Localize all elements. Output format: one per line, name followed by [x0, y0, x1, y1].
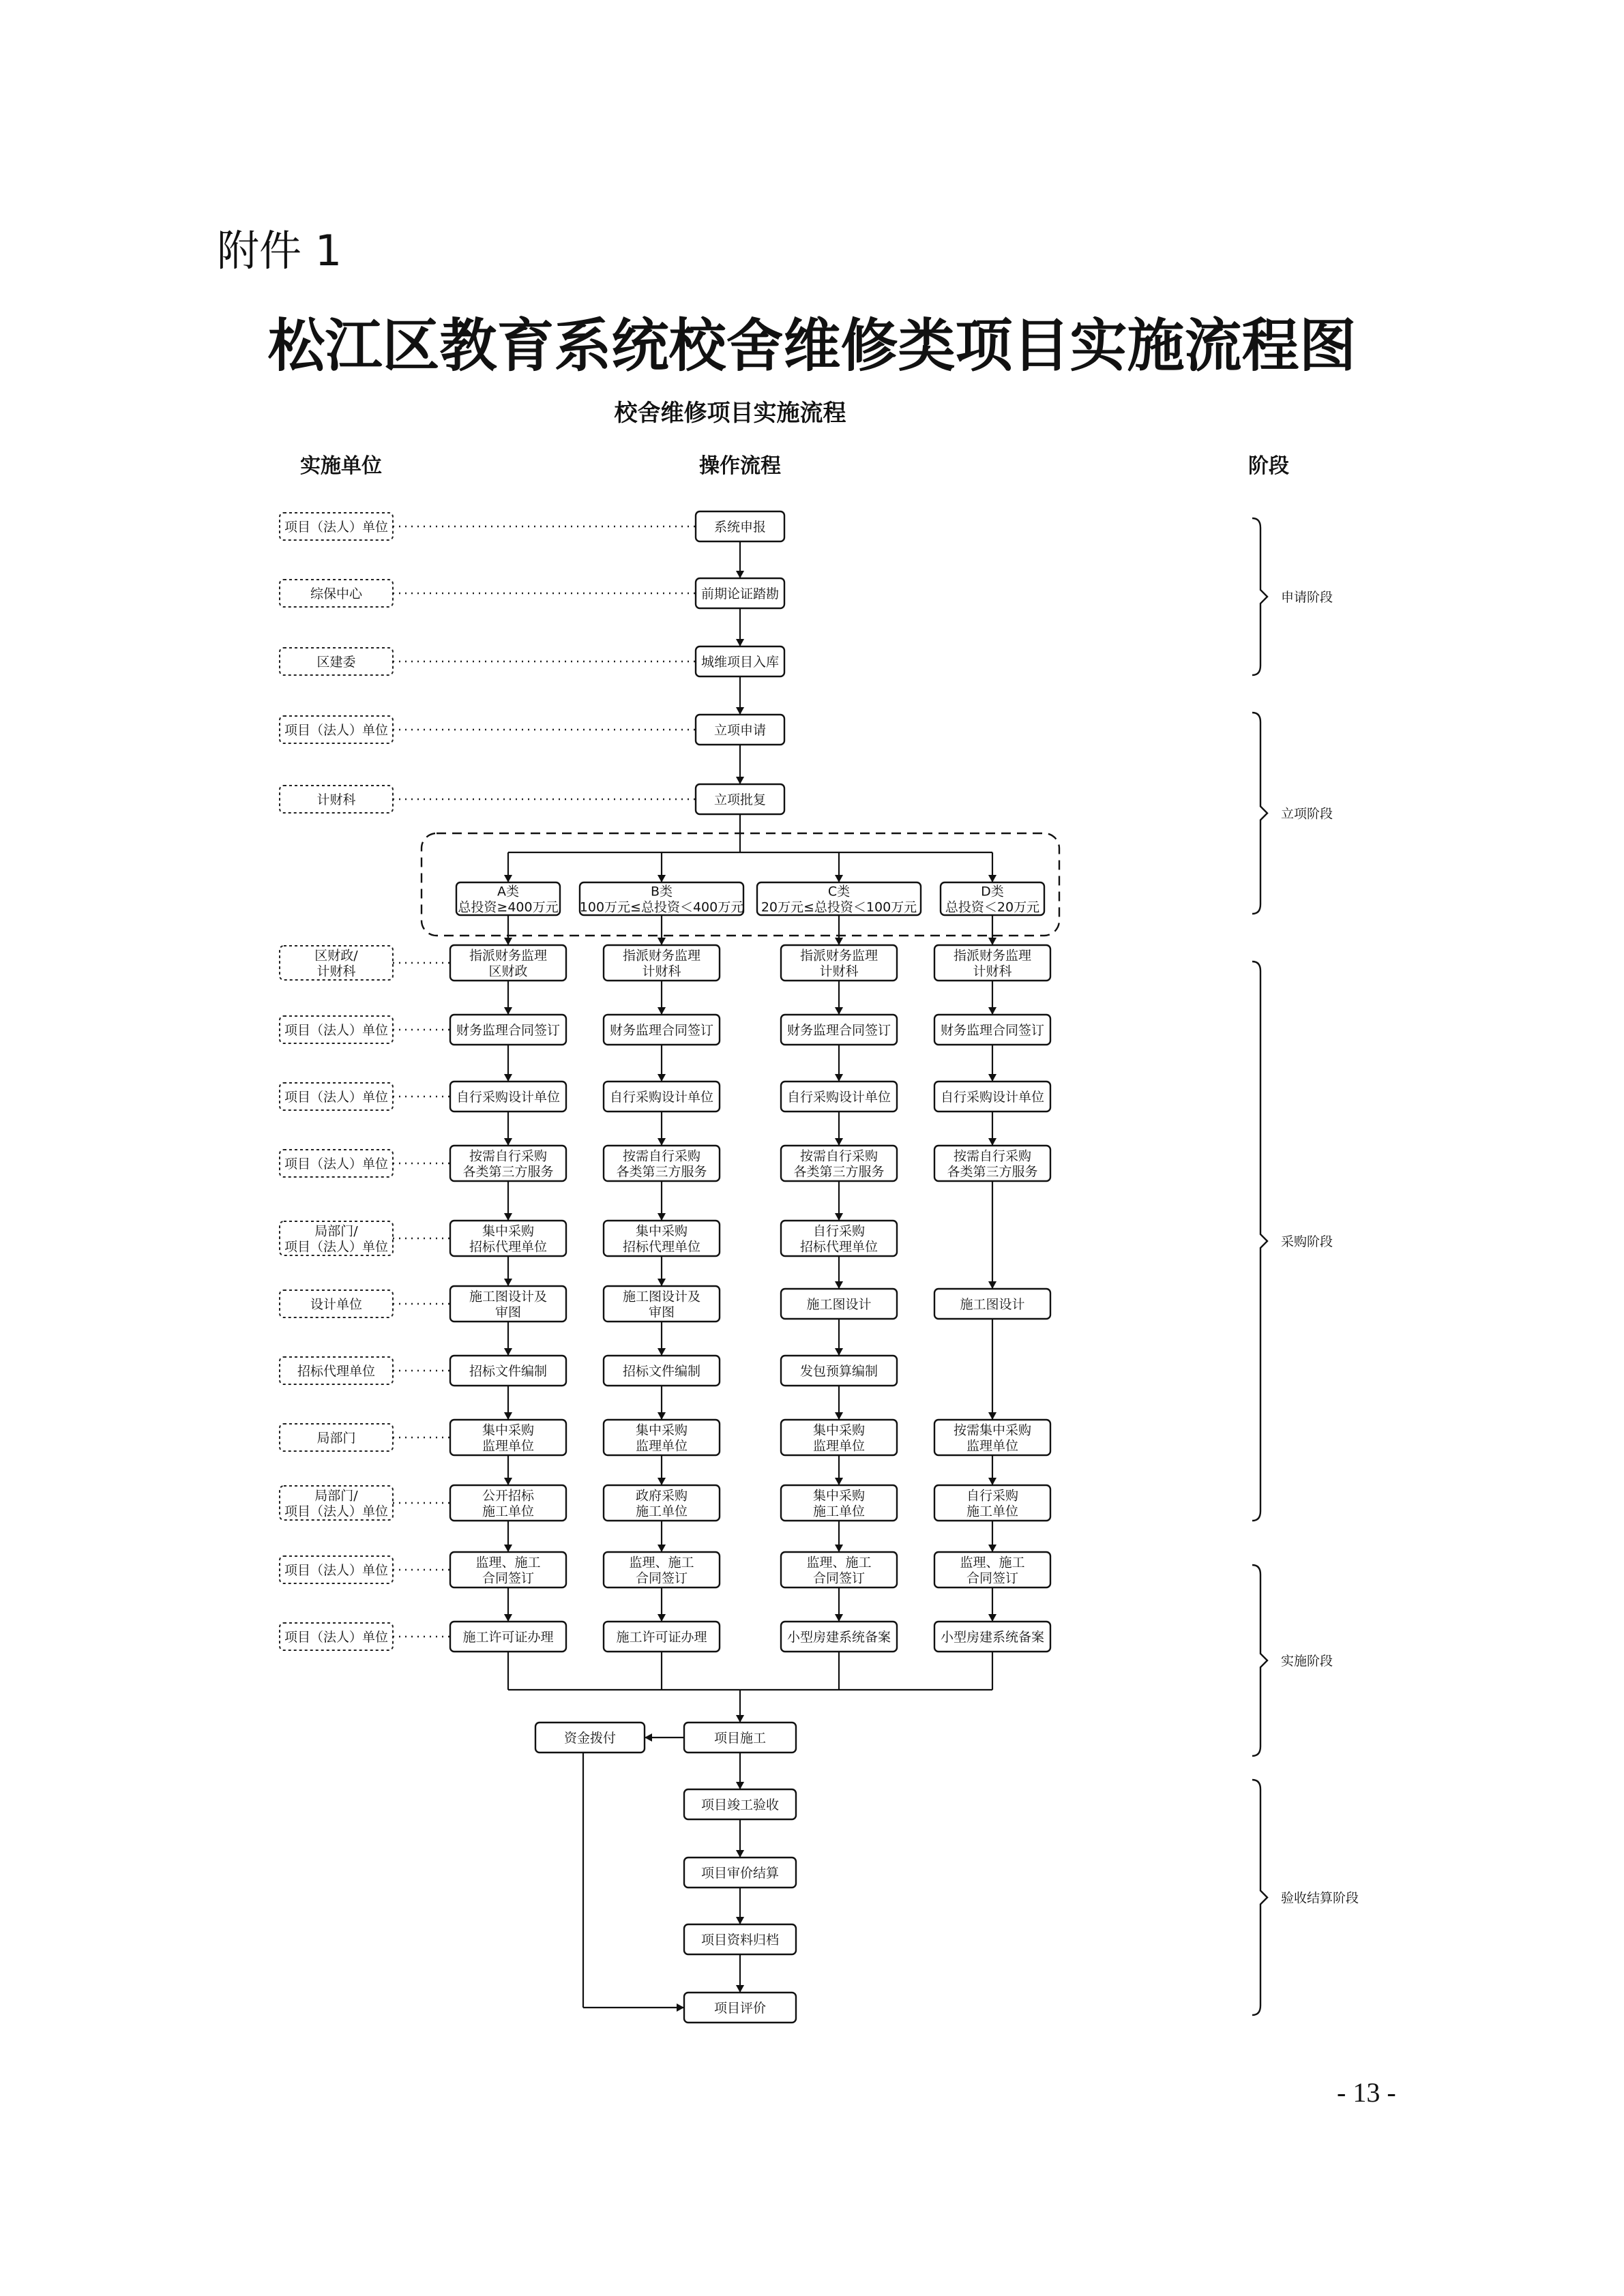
arrow-head — [736, 777, 744, 784]
arrow-head — [504, 1007, 512, 1015]
stage-label: 申请阶段 — [1281, 590, 1333, 605]
branch-step-text: 按需自行采购 — [953, 1148, 1032, 1164]
arrow-head — [835, 875, 843, 882]
branch-step-text: 集中采购 — [812, 1488, 866, 1504]
stage-label: 验收结算阶段 — [1281, 1890, 1359, 1906]
arrow-head — [835, 1007, 843, 1015]
arrow-head — [835, 1281, 843, 1289]
branch-step-text: 自行采购设计单位 — [609, 1090, 714, 1105]
process-step-text: 项目审价结算 — [700, 1866, 780, 1881]
arrow-head — [988, 875, 996, 882]
unit-box-text: 项目（法人）单位 — [284, 520, 389, 535]
arrow-head — [988, 1007, 996, 1015]
arrow-head — [658, 1074, 666, 1082]
unit-box-text: 区建委 — [316, 655, 356, 670]
branch-step-text: 招标文件编制 — [622, 1364, 701, 1379]
arrow-head — [658, 1213, 666, 1221]
unit-box-text: 招标代理单位 — [297, 1364, 376, 1379]
branch-step-text: 计财科 — [642, 964, 681, 979]
arrow-head — [504, 1138, 512, 1146]
column-header-units: 实施单位 — [300, 454, 382, 478]
arrow-head — [658, 875, 666, 882]
unit-box-text: 综保中心 — [310, 586, 363, 601]
branch-step-text: 财务监理合同签订 — [456, 1023, 561, 1038]
arrow-head — [504, 1545, 512, 1552]
branch-step-text: 审图 — [494, 1304, 522, 1320]
arrow-head — [504, 1074, 512, 1082]
unit-box-text: 项目（法人）单位 — [284, 1157, 389, 1172]
arrow-head — [988, 1412, 996, 1420]
branch-step-text: 集中采购 — [635, 1223, 688, 1239]
unit-box-text: 局部门/ — [314, 1488, 358, 1504]
branch-step-text: 施工单位 — [966, 1504, 1019, 1519]
arrow-head — [835, 1545, 843, 1552]
arrow-head — [658, 1545, 666, 1552]
branch-step-text: 计财科 — [819, 964, 859, 979]
arrow-head — [504, 1213, 512, 1221]
unit-box-text: 计财科 — [316, 792, 356, 807]
branch-step-text: 施工单位 — [812, 1504, 866, 1519]
branch-step-text: 施工图设计及 — [469, 1289, 548, 1304]
arrow-head — [658, 1614, 666, 1622]
arrow-head — [504, 1412, 512, 1420]
process-step-text: 项目评价 — [713, 2001, 767, 2016]
branch-step-text: 公开招标 — [482, 1488, 535, 1504]
unit-box-text: 区财政/ — [314, 948, 358, 964]
stage-label: 实施阶段 — [1281, 1654, 1333, 1669]
arrow-head — [504, 875, 512, 882]
arrow-head — [835, 938, 843, 945]
arrow-head — [835, 1478, 843, 1485]
process-step-text: 立项批复 — [713, 792, 767, 807]
arrow-head — [658, 1279, 666, 1286]
arrow-head — [504, 1348, 512, 1356]
arrow-head — [988, 1281, 996, 1289]
branch-step-text: 自行采购设计单位 — [940, 1090, 1045, 1105]
column-header-process: 操作流程 — [699, 454, 781, 478]
branch-step-text: 区财政 — [488, 964, 528, 979]
branch-step-text: 各类第三方服务 — [462, 1164, 554, 1180]
branch-step-text: 按需自行采购 — [622, 1148, 701, 1164]
process-step-text: 前期论证踏勘 — [700, 586, 780, 601]
arrow-head — [658, 1348, 666, 1356]
branch-step-text: 合同签订 — [966, 1570, 1019, 1586]
branch-step-text: 监理单位 — [966, 1438, 1019, 1454]
branch-step-text: 施工许可证办理 — [616, 1630, 707, 1645]
stage-brace — [1252, 518, 1267, 675]
unit-box-text: 项目（法人）单位 — [284, 723, 389, 738]
category-box-text: C类 — [827, 884, 851, 899]
attachment-label: 附件 1 — [217, 226, 342, 275]
arrow-head — [677, 2003, 684, 2012]
branch-step-text: 自行采购 — [812, 1223, 866, 1239]
process-step-text: 系统申报 — [713, 520, 767, 535]
branch-step-text: 自行采购设计单位 — [456, 1090, 561, 1105]
arrow-head — [835, 1138, 843, 1146]
branch-step-text: 监理、施工 — [806, 1555, 872, 1570]
branch-step-text: 小型房建系统备案 — [786, 1630, 891, 1645]
unit-box-text: 计财科 — [316, 964, 356, 979]
process-step-text: 立项申请 — [713, 723, 767, 738]
arrow-head — [736, 1985, 744, 1993]
process-step-text: 项目竣工验收 — [700, 1798, 780, 1813]
unit-box-text: 项目（法人）单位 — [284, 1504, 389, 1519]
arrow-head — [835, 1213, 843, 1221]
category-box-text: 100万元≤总投资＜400万元 — [579, 899, 744, 915]
branch-step-text: 计财科 — [973, 964, 1012, 979]
arrow-head — [736, 1782, 744, 1789]
stage-brace — [1252, 961, 1267, 1521]
arrow-head — [835, 1074, 843, 1082]
branch-step-text: 按需自行采购 — [469, 1148, 548, 1164]
branch-step-text: 监理、施工 — [629, 1555, 694, 1570]
arrow-head — [736, 639, 744, 646]
branch-step-text: 招标文件编制 — [469, 1364, 548, 1379]
stage-brace — [1252, 1565, 1267, 1756]
unit-box-text: 项目（法人）单位 — [284, 1563, 389, 1578]
fund-step-text: 资金拨付 — [563, 1731, 617, 1746]
branch-step-text: 指派财务监理 — [469, 948, 548, 964]
branch-step-text: 集中采购 — [812, 1422, 866, 1438]
page-number: - 13 - — [1337, 2077, 1396, 2108]
branch-step-text: 审图 — [648, 1304, 675, 1320]
branch-step-text: 财务监理合同签订 — [940, 1023, 1045, 1038]
arrow-head — [835, 1412, 843, 1420]
branch-step-text: 政府采购 — [635, 1488, 688, 1504]
arrow-head — [835, 1348, 843, 1356]
unit-box-text: 局部门/ — [314, 1223, 358, 1239]
branch-step-text: 合同签订 — [482, 1570, 535, 1586]
branch-step-text: 施工单位 — [635, 1504, 688, 1519]
branch-step-text: 招标代理单位 — [622, 1239, 701, 1255]
arrow-head — [736, 1917, 744, 1924]
unit-box-text: 局部门 — [316, 1431, 356, 1446]
branch-step-text: 各类第三方服务 — [616, 1164, 707, 1180]
stage-brace — [1252, 1780, 1267, 2015]
stage-brace — [1252, 713, 1267, 914]
arrow-head — [988, 1138, 996, 1146]
category-box-text: 总投资≥400万元 — [458, 899, 559, 915]
unit-box-text: 设计单位 — [310, 1297, 363, 1312]
arrow-head — [504, 1279, 512, 1286]
branch-step-text: 集中采购 — [482, 1223, 535, 1239]
unit-box-text: 项目（法人）单位 — [284, 1239, 389, 1255]
arrow-head — [988, 1545, 996, 1552]
arrow-head — [504, 1478, 512, 1485]
process-step-text: 项目资料归档 — [700, 1933, 780, 1948]
arrow-head — [658, 1007, 666, 1015]
process-step-text: 项目施工 — [713, 1731, 767, 1746]
flow-subtitle: 校舍维修项目实施流程 — [614, 400, 846, 427]
branch-step-text: 发包预算编制 — [799, 1364, 879, 1379]
branch-step-text: 施工单位 — [482, 1504, 535, 1519]
stage-label: 立项阶段 — [1281, 806, 1333, 822]
branch-step-text: 监理单位 — [812, 1438, 866, 1454]
arrow-head — [736, 1715, 744, 1723]
arrow-head — [988, 1614, 996, 1622]
unit-box-text: 项目（法人）单位 — [284, 1023, 389, 1038]
unit-box-text: 项目（法人）单位 — [284, 1630, 389, 1645]
arrow-head — [988, 938, 996, 945]
category-box-text: A类 — [497, 884, 519, 899]
category-box-text: B类 — [650, 884, 673, 899]
arrow-head — [736, 571, 744, 578]
page-title: 松江区教育系统校舍维修类项目实施流程图 — [267, 312, 1357, 379]
branch-step-text: 指派财务监理 — [799, 948, 879, 964]
category-box-text: 总投资＜20万元 — [945, 899, 1040, 915]
branch-step-text: 各类第三方服务 — [947, 1164, 1038, 1180]
arrow-head — [658, 1412, 666, 1420]
unit-box-text: 项目（法人）单位 — [284, 1090, 389, 1105]
arrow-head — [736, 1850, 744, 1858]
branch-step-text: 自行采购设计单位 — [786, 1090, 891, 1105]
branch-step-text: 施工图设计 — [960, 1297, 1025, 1312]
branch-step-text: 指派财务监理 — [953, 948, 1032, 964]
branch-step-text: 集中采购 — [635, 1422, 688, 1438]
branch-step-text: 财务监理合同签订 — [609, 1023, 714, 1038]
branch-step-text: 施工图设计及 — [622, 1289, 701, 1304]
branch-step-text: 按需自行采购 — [799, 1148, 879, 1164]
branch-step-text: 施工图设计 — [806, 1297, 872, 1312]
branch-step-text: 监理、施工 — [475, 1555, 541, 1570]
branch-step-text: 指派财务监理 — [622, 948, 701, 964]
branch-step-text: 集中采购 — [482, 1422, 535, 1438]
branch-step-text: 监理单位 — [482, 1438, 535, 1454]
column-header-stages: 阶段 — [1248, 454, 1289, 478]
category-box-text: 20万元≤总投资＜100万元 — [761, 899, 917, 915]
arrow-head — [658, 1478, 666, 1485]
arrow-head — [645, 1733, 652, 1742]
arrow-head — [988, 1074, 996, 1082]
stage-label: 采购阶段 — [1281, 1234, 1333, 1249]
branch-step-text: 自行采购 — [966, 1488, 1019, 1504]
branch-step-text: 招标代理单位 — [469, 1239, 548, 1255]
branch-step-text: 合同签订 — [635, 1570, 688, 1586]
arrow-head — [736, 707, 744, 715]
arrow-head — [504, 938, 512, 945]
branch-step-text: 合同签订 — [812, 1570, 866, 1586]
branch-step-text: 财务监理合同签订 — [786, 1023, 891, 1038]
process-step-text: 城维项目入库 — [700, 655, 780, 670]
branch-step-text: 施工许可证办理 — [462, 1630, 554, 1645]
arrow-head — [658, 938, 666, 945]
branch-step-text: 各类第三方服务 — [793, 1164, 885, 1180]
arrow-head — [504, 1614, 512, 1622]
arrow-head — [988, 1478, 996, 1485]
branch-step-text: 小型房建系统备案 — [940, 1630, 1045, 1645]
arrow-head — [835, 1614, 843, 1622]
arrow-head — [658, 1138, 666, 1146]
branch-step-text: 按需集中采购 — [953, 1422, 1032, 1438]
branch-step-text: 招标代理单位 — [799, 1239, 879, 1255]
branch-step-text: 监理、施工 — [960, 1555, 1025, 1570]
branch-step-text: 监理单位 — [635, 1438, 688, 1454]
category-box-text: D类 — [981, 884, 1004, 899]
